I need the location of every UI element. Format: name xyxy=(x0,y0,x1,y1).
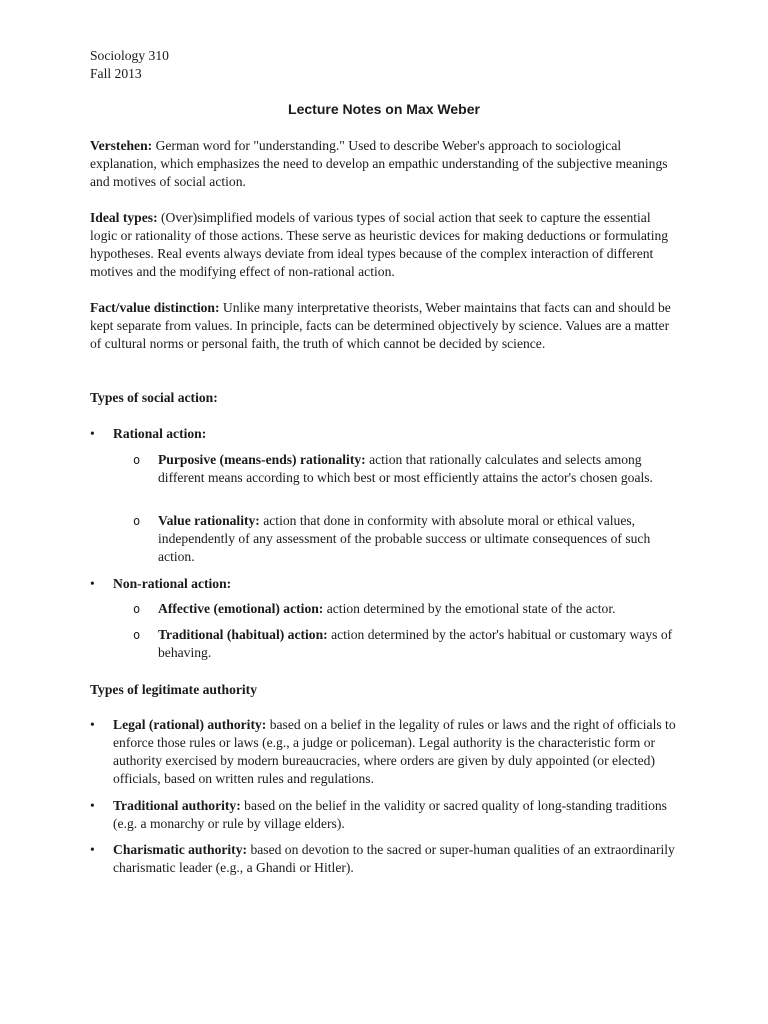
verstehen-text: German word for "understanding." Used to describe Weber's approach to sociological explanation, which emphasizes the need to develop an empathic understanding of the subjective meanings and motives of social action. xyxy=(90,138,668,189)
value-rationality-term: Value rationality: xyxy=(158,513,260,528)
purposive-term: Purposive (means-ends) rationality: xyxy=(158,452,366,467)
non-rational-action-label: Non-rational action: xyxy=(113,576,232,591)
traditional-authority-term: Traditional authority: xyxy=(113,798,241,813)
legal-authority-term: Legal (rational) authority: xyxy=(113,717,267,732)
charismatic-authority-text: based on devotion to the sacred or super-human qualities of an extraordinarily charismatic leader (e.g., a Ghandi or Hitler). xyxy=(113,842,675,875)
sub-bullet-marker: o xyxy=(133,602,141,616)
traditional-authority-text: based on the belief in the validity or sacred quality of long-standing traditions (e.g. a monarchy or rule by village elders). xyxy=(113,798,667,831)
bullet-marker: • xyxy=(90,576,95,591)
ideal-types-text: (Over)simplified models of various types of social action that seek to capture the essential logic or rationality of those actions. These serve as heuristic devices for making deductions or formulating hypotheses. Real events always deviate from ideal types because of the complex interaction of different motives and the modifying effect of non-rational action. xyxy=(90,210,669,279)
purposive-text: action that rationally calculates and selects among different means according to which best or most efficiently attains the actor's chosen goals. xyxy=(158,452,653,485)
ideal-types-paragraph xyxy=(90,209,680,281)
value-rationality-text: action that done in conformity with absolute moral or ethical values, independently of any assessment of the probable success or ultimate consequences of such action. xyxy=(158,513,651,564)
bullet-marker: • xyxy=(90,842,95,857)
sub-bullet-marker: o xyxy=(133,514,141,528)
fact-value-text: Unlike many interpretative theorists, Weber maintains that facts can and should be kept separate from values. In principle, facts can be determined objectively by science. Values are a matter of cultural norms or personal faith, the truth of which cannot be decided by science. xyxy=(90,300,671,351)
fact-value-paragraph xyxy=(90,299,680,353)
social-action-heading: Types of social action: xyxy=(90,390,218,405)
charismatic-authority-term: Charismatic authority: xyxy=(113,842,248,857)
sub-bullet-marker: o xyxy=(133,453,141,467)
sub-bullet-marker: o xyxy=(133,628,141,642)
bullet-marker: • xyxy=(90,426,95,441)
fact-value-term: Fact/value distinction: xyxy=(90,300,220,315)
traditional-action-text: action determined by the actor's habitual or customary ways of behaving. xyxy=(158,627,673,660)
bullet-marker: • xyxy=(90,717,95,732)
traditional-action-term: Traditional (habitual) action: xyxy=(158,627,328,642)
affective-term: Affective (emotional) action: xyxy=(158,601,324,616)
rational-action-label: Rational action: xyxy=(113,426,207,441)
bullet-marker: • xyxy=(90,798,95,813)
verstehen-paragraph xyxy=(90,137,680,191)
authority-heading: Types of legitimate authority xyxy=(90,682,258,697)
page-title: Lecture Notes on Max Weber xyxy=(288,101,480,117)
course-name: Sociology 310 xyxy=(90,48,169,63)
affective-text: action determined by the emotional state of the actor. xyxy=(323,601,616,616)
course-term: Fall 2013 xyxy=(90,66,142,81)
ideal-types-term: Ideal types: xyxy=(90,210,158,225)
verstehen-term: Verstehen: xyxy=(90,138,153,153)
legal-authority-text: based on a belief in the legality of rules or laws and the right of officials to enforce those rules or laws (e.g., a judge or policeman). Legal authority is the characteristic form or authority exercised by modern bureaucracies, where orders are given by duly appointed (or elected) officials, based on written rules and regulations. xyxy=(113,717,676,786)
document-header xyxy=(90,47,169,83)
